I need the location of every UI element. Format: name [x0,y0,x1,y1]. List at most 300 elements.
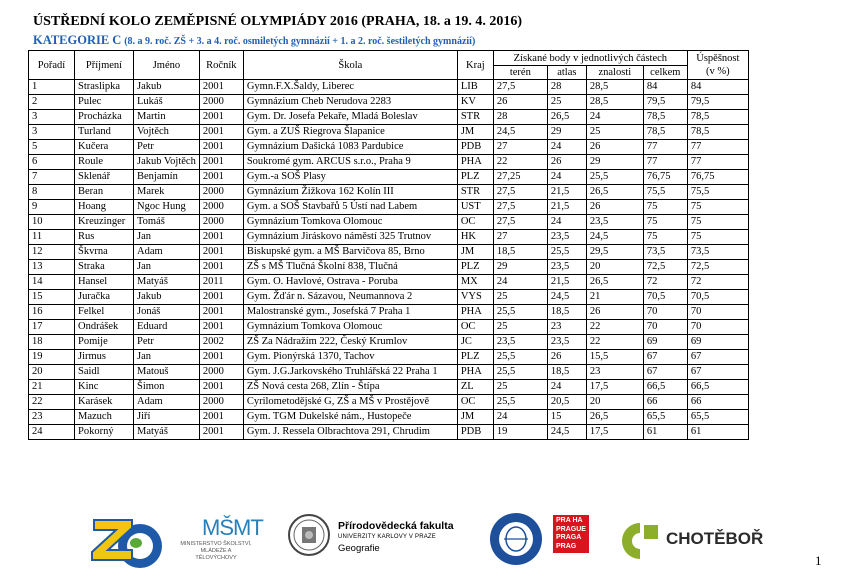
cell-jmeno: Jakub [134,80,200,95]
msmt-line2: MLÁDEŽE A TĚLOVÝCHOVY [195,548,237,561]
cell-celkem: 75 [643,230,687,245]
cell-celkem: 75 [643,215,687,230]
cell-jmeno: Eduard [134,320,200,335]
cell-kraj: PLZ [457,170,493,185]
cell-jmeno: Benjamín [134,170,200,185]
category-subtitle [33,33,475,48]
cell-znalosti: 23,5 [586,215,643,230]
table-row [29,80,749,95]
cell-jmeno: Jiří [134,410,200,425]
table-row [29,275,749,290]
cell-uspesnost: 79,5 [687,95,748,110]
cell-jmeno: Lukáš [134,95,200,110]
cell-rocnik: 2001 [199,125,243,140]
cell-skola: ZŠ Nová cesta 268, Zlín - Štípa [243,380,457,395]
cell-rocnik: 2001 [199,410,243,425]
zo-logo [88,510,168,577]
cell-atlas: 26 [547,155,586,170]
cell-rocnik: 2000 [199,215,243,230]
cell-znalosti: 20 [586,395,643,410]
results-table [28,50,749,440]
cell-skola: Gym. O. Havlové, Ostrava - Poruba [243,275,457,290]
cell-rocnik: 2001 [199,260,243,275]
cell-poradi: 8 [29,185,75,200]
cell-poradi: 21 [29,380,75,395]
cell-skola: Gymnázium Žižkova 162 Kolín III [243,185,457,200]
cell-teren: 22 [493,155,547,170]
cell-znalosti: 26,5 [586,275,643,290]
cell-prijmeni: Straka [75,260,134,275]
results-body [29,80,749,440]
cell-poradi: 13 [29,260,75,275]
header-jmeno: Jméno [134,51,200,80]
cell-skola: ZŠ Za Nádražím 222, Český Krumlov [243,335,457,350]
cell-uspesnost: 75 [687,215,748,230]
cell-rocnik: 2000 [199,395,243,410]
praha-logo [553,515,589,553]
cell-celkem: 78,5 [643,110,687,125]
cell-celkem: 65,5 [643,410,687,425]
table-row [29,125,749,140]
cell-uspesnost: 70 [687,320,748,335]
cell-rocnik: 2001 [199,80,243,95]
header-teren: terén [493,66,547,80]
chotebor-label: CHOTĚBOŘ [666,529,764,548]
cell-atlas: 21,5 [547,275,586,290]
cell-teren: 27,5 [493,80,547,95]
table-row [29,245,749,260]
cell-uspesnost: 78,5 [687,125,748,140]
cell-rocnik: 2001 [199,110,243,125]
cell-kraj: STR [457,110,493,125]
table-row [29,95,749,110]
cell-uspesnost: 75 [687,200,748,215]
cell-celkem: 70 [643,305,687,320]
cell-jmeno: Petr [134,140,200,155]
cell-poradi: 11 [29,230,75,245]
cell-rocnik: 2000 [199,185,243,200]
cell-atlas: 23 [547,320,586,335]
cell-celkem: 67 [643,365,687,380]
cell-poradi: 12 [29,245,75,260]
cell-teren: 27 [493,140,547,155]
cell-poradi: 17 [29,320,75,335]
cell-skola: Gym. Pionýrská 1370, Tachov [243,350,457,365]
cell-prijmeni: Pulec [75,95,134,110]
cell-jmeno: Šimon [134,380,200,395]
cell-teren: 25,5 [493,365,547,380]
cell-atlas: 21,5 [547,200,586,215]
cell-znalosti: 26 [586,200,643,215]
cell-teren: 25,5 [493,305,547,320]
header-znalosti: znalosti [586,66,643,80]
cell-uspesnost: 75 [687,230,748,245]
cell-atlas: 26 [547,350,586,365]
cell-jmeno: Matouš [134,365,200,380]
cell-celkem: 76,75 [643,170,687,185]
header-uspesnost-unit: (v %) [706,66,730,77]
cell-atlas: 18,5 [547,365,586,380]
cell-kraj: PLZ [457,350,493,365]
praha-line-2: PRAGUE [556,525,586,533]
cell-prijmeni: Juračka [75,290,134,305]
header-rocnik: Ročník [199,51,243,80]
cell-celkem: 66 [643,395,687,410]
cell-jmeno: Petr [134,335,200,350]
cell-znalosti: 29,5 [586,245,643,260]
cell-atlas: 25 [547,95,586,110]
cell-skola: Gym. Dr. Josefa Pekaře, Mladá Boleslav [243,110,457,125]
cell-kraj: MX [457,275,493,290]
cell-znalosti: 24 [586,110,643,125]
cell-uspesnost: 67 [687,350,748,365]
cell-celkem: 67 [643,350,687,365]
cell-jmeno: Matyáš [134,425,200,440]
cell-teren: 25,5 [493,350,547,365]
cell-prijmeni: Saidl [75,365,134,380]
table-row [29,185,749,200]
cell-celkem: 77 [643,140,687,155]
cell-uspesnost: 67 [687,365,748,380]
cell-jmeno: Tomáš [134,215,200,230]
header-kraj: Kraj [457,51,493,80]
cell-prijmeni: Turland [75,125,134,140]
cell-znalosti: 20 [586,260,643,275]
cell-prijmeni: Hansel [75,275,134,290]
cell-uspesnost: 69 [687,335,748,350]
header-uspesnost-label: Úspěšnost [696,53,740,64]
category-label: KATEGORIE C [33,33,122,47]
cell-atlas: 23,5 [547,230,586,245]
cell-uspesnost: 72,5 [687,260,748,275]
header-skola: Škola [243,51,457,80]
table-row [29,215,749,230]
cell-znalosti: 29 [586,155,643,170]
msmt-logo-mark: MŠMT [202,515,263,540]
table-row [29,290,749,305]
cell-znalosti: 26,5 [586,185,643,200]
prf-uk-seal-icon [287,513,331,561]
table-row [29,395,749,410]
cell-prijmeni: Hoang [75,200,134,215]
cell-rocnik: 2011 [199,275,243,290]
table-row [29,305,749,320]
cell-kraj: JM [457,410,493,425]
cell-poradi: 22 [29,395,75,410]
cell-celkem: 79,5 [643,95,687,110]
cell-znalosti: 24,5 [586,230,643,245]
header-poradi: Pořadí [29,51,75,80]
cell-poradi: 9 [29,200,75,215]
cell-teren: 27,5 [493,215,547,230]
table-row [29,365,749,380]
header-ziskane-body: Získané body v jednotlivých částech [493,51,687,66]
cell-celkem: 61 [643,425,687,440]
prf-geo: Geografie [338,543,380,554]
cell-kraj: JM [457,245,493,260]
table-row [29,380,749,395]
cell-znalosti: 28,5 [586,80,643,95]
cell-rocnik: 2001 [199,320,243,335]
cell-uspesnost: 75,5 [687,185,748,200]
header-prijmeni: Příjmení [75,51,134,80]
cgs-logo [488,511,544,571]
cell-rocnik: 2000 [199,200,243,215]
cell-atlas: 24,5 [547,425,586,440]
cell-teren: 25 [493,380,547,395]
praha-line-3: PRAGA [556,534,582,541]
cell-teren: 19 [493,425,547,440]
cell-kraj: PHA [457,365,493,380]
cell-jmeno: Jakub [134,290,200,305]
cell-atlas: 18,5 [547,305,586,320]
cell-prijmeni: Kreuzinger [75,215,134,230]
cell-poradi: 6 [29,155,75,170]
table-row [29,200,749,215]
cell-znalosti: 26 [586,305,643,320]
cell-uspesnost: 66,5 [687,380,748,395]
cell-prijmeni: Pokorný [75,425,134,440]
page-number: 1 [815,553,822,568]
header-atlas: atlas [547,66,586,80]
cell-skola: Biskupské gym. a MŠ Barvičova 85, Brno [243,245,457,260]
cell-poradi: 16 [29,305,75,320]
cell-skola: Gymn.F.X.Šaldy, Liberec [243,80,457,95]
cell-atlas: 15 [547,410,586,425]
cell-teren: 28 [493,110,547,125]
cell-prijmeni: Sklenář [75,170,134,185]
cell-prijmeni: Procházka [75,110,134,125]
cell-kraj: OC [457,320,493,335]
cell-jmeno: Jan [134,260,200,275]
cell-celkem: 66,5 [643,380,687,395]
cell-kraj: JC [457,335,493,350]
cell-atlas: 28 [547,80,586,95]
cell-rocnik: 2001 [199,230,243,245]
table-row [29,335,749,350]
cell-atlas: 24 [547,140,586,155]
cell-jmeno: Adam [134,245,200,260]
cell-kraj: ZL [457,380,493,395]
cell-prijmeni: Karásek [75,395,134,410]
cell-skola: Gymnázium Tomkova Olomouc [243,320,457,335]
cell-poradi: 3 [29,125,75,140]
cell-poradi: 23 [29,410,75,425]
cell-uspesnost: 61 [687,425,748,440]
cell-znalosti: 25,5 [586,170,643,185]
cell-prijmeni: Ondrášek [75,320,134,335]
cell-teren: 24 [493,410,547,425]
praha-line-1: PRA HA [556,517,583,524]
cell-prijmeni: Straslipka [75,80,134,95]
cell-teren: 25,5 [493,395,547,410]
cell-kraj: KV [457,95,493,110]
cell-rocnik: 2001 [199,155,243,170]
cell-poradi: 1 [29,80,75,95]
prf-title: Přírodovědecká fakulta [338,520,454,532]
cell-jmeno: Jan [134,230,200,245]
cell-teren: 27,5 [493,200,547,215]
cell-teren: 26 [493,95,547,110]
cell-kraj: HK [457,230,493,245]
cell-rocnik: 2000 [199,365,243,380]
cell-uspesnost: 77 [687,140,748,155]
cell-skola: Malostranské gym., Josefská 7 Praha 1 [243,305,457,320]
cell-znalosti: 22 [586,320,643,335]
table-row [29,140,749,155]
table-row [29,425,749,440]
cell-prijmeni: Pomije [75,335,134,350]
cell-skola: Gym. J.G.Jarkovského Truhlářská 22 Praha 1 [243,365,457,380]
cell-atlas: 24 [547,215,586,230]
cell-uspesnost: 70 [687,305,748,320]
cell-poradi: 10 [29,215,75,230]
cell-skola: Cyrilometodějské G, ZŠ a MŠ v Prostějově [243,395,457,410]
cell-teren: 29 [493,260,547,275]
cell-skola: Gym. a SOŠ Stavbařů 5 Ústí nad Labem [243,200,457,215]
cell-prijmeni: Rus [75,230,134,245]
cell-znalosti: 25 [586,125,643,140]
cell-celkem: 84 [643,80,687,95]
cell-teren: 27,5 [493,185,547,200]
cell-uspesnost: 70,5 [687,290,748,305]
cell-celkem: 78,5 [643,125,687,140]
cell-znalosti: 15,5 [586,350,643,365]
prf-sub: UNIVERZITY KARLOVY V PRAZE [338,534,437,540]
table-row [29,260,749,275]
cell-celkem: 70 [643,320,687,335]
cell-prijmeni: Felkel [75,305,134,320]
cell-poradi: 7 [29,170,75,185]
cell-prijmeni: Beran [75,185,134,200]
cell-atlas: 24 [547,380,586,395]
cell-celkem: 70,5 [643,290,687,305]
cell-skola: Gymnázium Tomkova Olomouc [243,215,457,230]
cell-znalosti: 23 [586,365,643,380]
cell-atlas: 21,5 [547,185,586,200]
cell-skola: ZŠ s MŠ Tlučná Školní 838, Tlučná [243,260,457,275]
cell-atlas: 23,5 [547,335,586,350]
category-detail: (8. a 9. roč. ZŠ + 3. a 4. roč. osmiletých gymnázií + 1. a 2. roč. šestiletých gymnázií) [124,36,476,47]
cell-skola: Gymnázium Dašická 1083 Pardubice [243,140,457,155]
cell-poradi: 20 [29,365,75,380]
cell-poradi: 14 [29,275,75,290]
cell-skola: Gym. a ZUŠ Riegrova Šlapanice [243,125,457,140]
cell-teren: 27 [493,230,547,245]
cell-prijmeni: Mazuch [75,410,134,425]
cell-celkem: 75,5 [643,185,687,200]
table-row [29,230,749,245]
table-header-row [29,51,749,66]
cell-prijmeni: Jirmus [75,350,134,365]
cell-poradi: 24 [29,425,75,440]
cell-rocnik: 2002 [199,335,243,350]
prf-uk-text [338,521,454,554]
cell-znalosti: 22 [586,335,643,350]
cell-atlas: 24,5 [547,290,586,305]
cell-prijmeni: Roule [75,155,134,170]
cell-jmeno: Ngoc Hung [134,200,200,215]
cell-rocnik: 2001 [199,140,243,155]
cell-poradi: 3 [29,110,75,125]
header-uspesnost [687,51,748,80]
cell-jmeno: Jan [134,350,200,365]
cell-kraj: OC [457,395,493,410]
cgs-hidden-text [1,506,2,507]
cell-rocnik: 2001 [199,170,243,185]
cell-teren: 24 [493,275,547,290]
cell-jmeno: Jakub Vojtěch [134,155,200,170]
cell-uspesnost: 76,75 [687,170,748,185]
cell-skola: Gym. TGM Dukelské nám., Hustopeče [243,410,457,425]
msmt-line1: MINISTERSTVO ŠKOLSTVÍ, [180,541,252,547]
cell-kraj: JM [457,125,493,140]
cell-teren: 25 [493,320,547,335]
cell-atlas: 24 [547,170,586,185]
cell-kraj: VYS [457,290,493,305]
cell-rocnik: 2001 [199,425,243,440]
cell-kraj: LIB [457,80,493,95]
cell-rocnik: 2001 [199,245,243,260]
cell-kraj: PDB [457,140,493,155]
cell-skola: Gymnázium Jiráskovo náměstí 325 Trutnov [243,230,457,245]
cell-prijmeni: Kinc [75,380,134,395]
cell-uspesnost: 84 [687,80,748,95]
cell-jmeno: Vojtěch [134,125,200,140]
cell-kraj: PDB [457,425,493,440]
cell-celkem: 72,5 [643,260,687,275]
cell-kraj: OC [457,215,493,230]
cell-rocnik: 2001 [199,305,243,320]
table-row [29,320,749,335]
cell-poradi: 18 [29,335,75,350]
sponsor-logos [0,505,860,575]
cgs-text [1,506,2,507]
cell-atlas: 29 [547,125,586,140]
cell-atlas: 26,5 [547,110,586,125]
cell-uspesnost: 78,5 [687,110,748,125]
cell-poradi: 5 [29,140,75,155]
cell-jmeno: Matyáš [134,275,200,290]
cell-rocnik: 2001 [199,290,243,305]
cell-uspesnost: 73,5 [687,245,748,260]
cell-jmeno: Martin [134,110,200,125]
cell-rocnik: 2001 [199,380,243,395]
header-celkem: celkem [643,66,687,80]
cell-celkem: 69 [643,335,687,350]
table-row [29,155,749,170]
cell-skola: Gym.-a SOŠ Plasy [243,170,457,185]
cell-skola: Gym. Žďár n. Sázavou, Neumannova 2 [243,290,457,305]
cell-kraj: PHA [457,155,493,170]
cell-prijmeni: Škvrna [75,245,134,260]
cell-rocnik: 2000 [199,95,243,110]
cell-celkem: 72 [643,275,687,290]
cell-poradi: 19 [29,350,75,365]
cell-kraj: UST [457,200,493,215]
cell-uspesnost: 72 [687,275,748,290]
cell-rocnik: 2001 [199,350,243,365]
cell-atlas: 25,5 [547,245,586,260]
cell-znalosti: 17,5 [586,380,643,395]
cell-teren: 23,5 [493,335,547,350]
cell-jmeno: Marek [134,185,200,200]
cell-jmeno: Jonáš [134,305,200,320]
cell-znalosti: 26 [586,140,643,155]
cell-jmeno: Adam [134,395,200,410]
cell-znalosti: 17,5 [586,425,643,440]
cell-uspesnost: 66 [687,395,748,410]
